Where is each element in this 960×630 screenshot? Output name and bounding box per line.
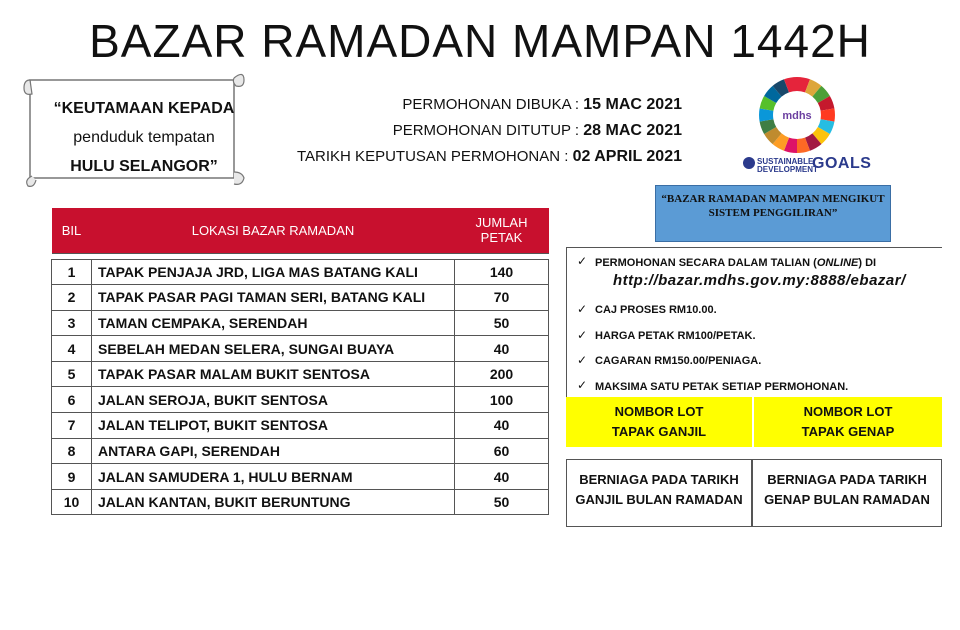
odd-lot-line-1: NOMBOR LOT: [614, 404, 704, 419]
cell-location: JALAN SEROJA, BUKIT SENTOSA: [92, 387, 455, 413]
even-trade-dates: [752, 459, 942, 527]
sdg-center-text: mdhs: [782, 110, 812, 122]
sdg-label-line-1: SUSTAINABLE: [757, 157, 814, 166]
cell-qty: 40: [455, 336, 549, 362]
cell-no: 7: [52, 413, 92, 439]
cell-qty: 50: [455, 489, 549, 515]
header-qty-line-1: JUMLAH: [475, 215, 528, 231]
date-label: PERMOHONAN DITUTUP :: [392, 122, 584, 139]
table-row: [52, 336, 549, 362]
rotation-system-box: “BAZAR RAMADAN MAMPAN MENGIKUT SISTEM PENGGILIRAN”: [655, 185, 891, 242]
cell-location: TAMAN CEMPAKA, SERENDAH: [92, 310, 455, 336]
cell-qty: 40: [455, 464, 549, 490]
cell-no: 1: [52, 259, 92, 285]
info-online-b: ONLINE: [816, 257, 859, 269]
cell-location: TAPAK PENJAJA JRD, LIGA MAS BATANG KALI: [92, 259, 455, 285]
check-icon: ✓: [577, 328, 588, 342]
even-lot-label: [754, 397, 942, 447]
date-value: 02 APRIL 2021: [572, 148, 682, 165]
sdg-label: [757, 158, 818, 174]
info-online: [595, 257, 876, 269]
even-lot-line-2: TAPAK GENAP: [801, 424, 895, 439]
cell-location: ANTARA GAPI, SERENDAH: [92, 438, 455, 464]
application-info-panel: [566, 247, 942, 397]
table-row: [52, 413, 549, 439]
info-max: MAKSIMA SATU PETAK SETIAP PERMOHONAN.: [595, 381, 849, 393]
cell-no: 9: [52, 464, 92, 490]
cell-qty: 200: [455, 361, 549, 387]
odd-trade-line-2: GANJIL BULAN RAMADAN: [575, 492, 743, 507]
even-lot-line-1: NOMBOR LOT: [803, 404, 893, 419]
cell-no: 8: [52, 438, 92, 464]
cell-qty: 50: [455, 310, 549, 336]
odd-trade-line-1: BERNIAGA PADA TARIKH: [579, 472, 739, 487]
application-dates: [262, 92, 682, 170]
cell-location: TAPAK PASAR MALAM BUKIT SENTOSA: [92, 361, 455, 387]
table-row: [52, 361, 549, 387]
table-row: [52, 489, 549, 515]
header-no: BIL: [52, 208, 92, 253]
odd-trade-dates: [566, 459, 752, 527]
check-icon: ✓: [577, 302, 588, 316]
odd-lot-label: [566, 397, 752, 447]
cell-no: 10: [52, 489, 92, 515]
header-qty: [455, 208, 549, 253]
table-row: [52, 438, 549, 464]
date-close-row: [262, 118, 682, 144]
date-label: TARIKH KEPUTUSAN PERMOHONAN :: [297, 148, 573, 165]
header-location: LOKASI BAZAR RAMADAN: [92, 208, 455, 253]
note-line-2: penduduk tempatan: [73, 129, 215, 146]
cell-no: 6: [52, 387, 92, 413]
cell-location: JALAN TELIPOT, BUKIT SENTOSA: [92, 413, 455, 439]
cell-location: JALAN KANTAN, BUKIT BERUNTUNG: [92, 489, 455, 515]
cell-no: 5: [52, 361, 92, 387]
table-row: [52, 259, 549, 285]
cell-no: 3: [52, 310, 92, 336]
sdg-label-line-2: DEVELOPMENT: [757, 165, 818, 174]
header-qty-line-2: PETAK: [480, 230, 523, 246]
priority-scroll-note: [22, 68, 250, 190]
cell-no: 2: [52, 285, 92, 311]
cell-location: JALAN SAMUDERA 1, HULU BERNAM: [92, 464, 455, 490]
info-deposit: CAGARAN RM150.00/PENIAGA.: [595, 355, 762, 367]
cell-qty: 40: [455, 413, 549, 439]
odd-lot-line-2: TAPAK GANJIL: [611, 424, 707, 439]
table-row: [52, 310, 549, 336]
ebazar-url-link[interactable]: http://bazar.mdhs.gov.my:8888/ebazar/: [613, 272, 906, 289]
date-open-row: [262, 92, 682, 118]
lot-schedule: [566, 397, 942, 527]
cell-no: 4: [52, 336, 92, 362]
date-label: PERMOHONAN DIBUKA :: [402, 96, 584, 113]
location-table: [51, 208, 549, 515]
date-result-row: [262, 144, 682, 170]
info-online-c: ) DI: [858, 257, 877, 269]
info-online-a: PERMOHONAN SECARA DALAM TALIAN (: [595, 257, 817, 269]
page-title: BAZAR RAMADAN MAMPAN 1442H: [89, 15, 871, 67]
even-trade-line-1: BERNIAGA PADA TARIKH: [767, 472, 927, 487]
cell-qty: 100: [455, 387, 549, 413]
check-icon: ✓: [577, 353, 588, 367]
cell-location: SEBELAH MEDAN SELERA, SUNGAI BUAYA: [92, 336, 455, 362]
info-fee: CAJ PROSES RM10.00.: [595, 304, 717, 316]
cell-qty: 70: [455, 285, 549, 311]
check-icon: ✓: [577, 378, 588, 392]
sdg-goals-text: GOALS: [812, 155, 872, 172]
cell-qty: 60: [455, 438, 549, 464]
note-line-1: “KEUTAMAAN KEPADA: [53, 100, 235, 117]
info-price: HARGA PETAK RM100/PETAK.: [595, 330, 756, 342]
cell-location: TAPAK PASAR PAGI TAMAN SERI, BATANG KALI: [92, 285, 455, 311]
even-trade-line-2: GENAP BULAN RAMADAN: [764, 492, 930, 507]
table-row: [52, 285, 549, 311]
date-value: 15 MAC 2021: [583, 96, 682, 113]
note-line-3: HULU SELANGOR”: [70, 158, 218, 175]
table-header-row: [52, 208, 549, 253]
check-icon: ✓: [577, 254, 588, 268]
un-emblem-icon: [743, 157, 755, 169]
table-row: [52, 387, 549, 413]
cell-qty: 140: [455, 259, 549, 285]
date-value: 28 MAC 2021: [583, 122, 682, 139]
table-row: [52, 464, 549, 490]
